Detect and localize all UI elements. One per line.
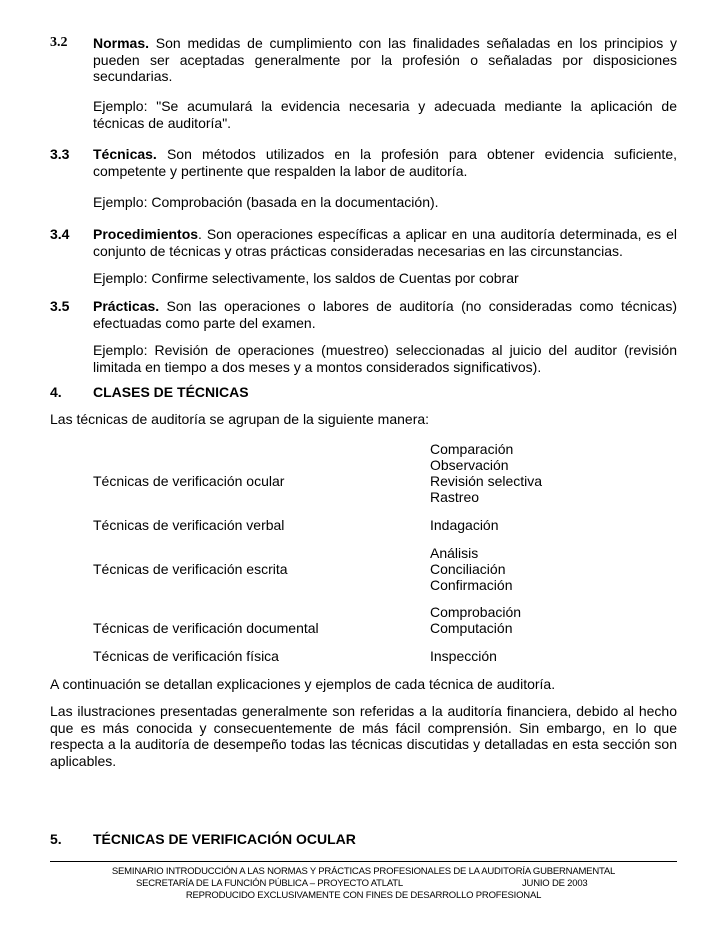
technique-item: Comprobación: [430, 604, 522, 620]
techniques-documental-label: Técnicas de verificación documental: [93, 620, 319, 636]
section-number-3-2: 3.2: [50, 35, 68, 50]
techniques-verbal-items: [430, 517, 499, 533]
section-number-3-3: 3.3: [50, 146, 70, 162]
section-3-5-text: Son las operaciones o labores de auditoría (no consideradas como técnicas) efectuadas como parte del examen.: [93, 298, 677, 331]
section-4-intro: Las técnicas de auditoría se agrupan de la siguiente manera:: [50, 411, 430, 427]
section-3-2-definition: [93, 35, 677, 85]
details-intro: A continuación se detallan explicaciones y ejemplos de cada técnica de auditoría.: [50, 676, 556, 692]
section-number-3-4: 3.4: [50, 226, 70, 242]
techniques-escrita-items: [430, 545, 512, 593]
term-practicas: Prácticas.: [93, 298, 160, 314]
section-number-3-5: 3.5: [50, 298, 70, 314]
section-3-4-example: Ejemplo: Confirme selectivamente, los saldos de Cuentas por cobrar: [93, 270, 519, 286]
section-3-2-text: Son medidas de cumplimiento con las finalidades señaladas en los principios y pueden ser aceptadas generalmente por la profesión o señaladas por disposiciones secundarias.: [93, 35, 677, 84]
techniques-fisica-items: [430, 648, 497, 664]
technique-item: Rastreo: [430, 489, 480, 505]
section-number-4: 4.: [50, 384, 62, 400]
technique-item: Análisis: [430, 545, 479, 561]
illustrations-paragraph: Las ilustraciones presentadas generalmente son referidas a la auditoría financiera, debido al hecho que es más conocida y consecuentemente de más fácil comprensión. Sin embargo, en lo que respecta a la auditoría de desempeño todas las técnicas discutidas y detalladas en esta sección son aplicables.: [50, 703, 677, 769]
footer-line-1: SEMINARIO INTRODUCCIÓN A LAS NORMAS Y PRÁCTICAS PROFESIONALES DE LA AUDITORÍA GUBERNAMENTAL: [111, 866, 616, 877]
section-3-5-example: Ejemplo: Revisión de operaciones (muestreo) seleccionadas al juicio del auditor (revisión limitada en tiempo a dos meses y a montos considerados significativos).: [93, 342, 677, 375]
techniques-verbal-label: Técnicas de verificación verbal: [93, 517, 285, 533]
section-3-4-text: . Son operaciones específicas a aplicar en una auditoría determinada, es el conjunto de técnicas y otras prácticas consideradas necesarias en las circunstancias.: [93, 226, 677, 259]
technique-item: Confirmación: [430, 577, 513, 593]
technique-item: Revisión selectiva: [430, 473, 543, 489]
section-4-title: CLASES DE TÉCNICAS: [93, 384, 249, 400]
technique-item: Comparación: [430, 441, 514, 457]
footer-rule: [50, 861, 677, 862]
section-3-3-definition: [93, 146, 677, 179]
technique-item: Inspección: [430, 648, 497, 664]
section-3-2-example: Ejemplo: "Se acumulará la evidencia necesaria y adecuada mediante la aplicación de técnicas de auditoría".: [93, 98, 677, 131]
section-5-title: TÉCNICAS DE VERIFICACIÓN OCULAR: [93, 831, 356, 847]
term-tecnicas: Técnicas.: [93, 146, 157, 162]
footer-date: JUNIO DE 2003: [522, 878, 588, 889]
section-3-3-text: Son métodos utilizados en la profesión para obtener evidencia suficiente, competente y pertinente que respalden la labor de auditoría.: [93, 146, 677, 179]
section-3-4-definition: [93, 226, 677, 259]
techniques-fisica-label: Técnicas de verificación física: [93, 648, 279, 664]
section-3-3-example: Ejemplo: Comprobación (basada en la documentación).: [93, 194, 439, 210]
technique-item: Conciliación: [430, 561, 506, 577]
techniques-escrita-label: Técnicas de verificación escrita: [93, 561, 288, 577]
term-normas: Normas.: [93, 35, 150, 51]
footer-line-3: REPRODUCIDO EXCLUSIVAMENTE CON FINES DE DESARROLLO PROFESIONAL: [185, 890, 542, 901]
technique-item: Computación: [430, 620, 513, 636]
term-procedimientos: Procedimientos: [93, 226, 199, 242]
technique-item: Observación: [430, 457, 509, 473]
technique-item: Indagación: [430, 517, 499, 533]
footer-secretaria: SECRETARÍA DE LA FUNCIÓN PÚBLICA – PROYECTO ATLATL: [136, 878, 403, 889]
techniques-ocular-items: [430, 441, 542, 505]
techniques-ocular-label: Técnicas de verificación ocular: [93, 473, 285, 489]
techniques-documental-items: [430, 604, 521, 636]
section-number-5: 5.: [50, 831, 62, 847]
section-3-5-definition: [93, 298, 677, 331]
